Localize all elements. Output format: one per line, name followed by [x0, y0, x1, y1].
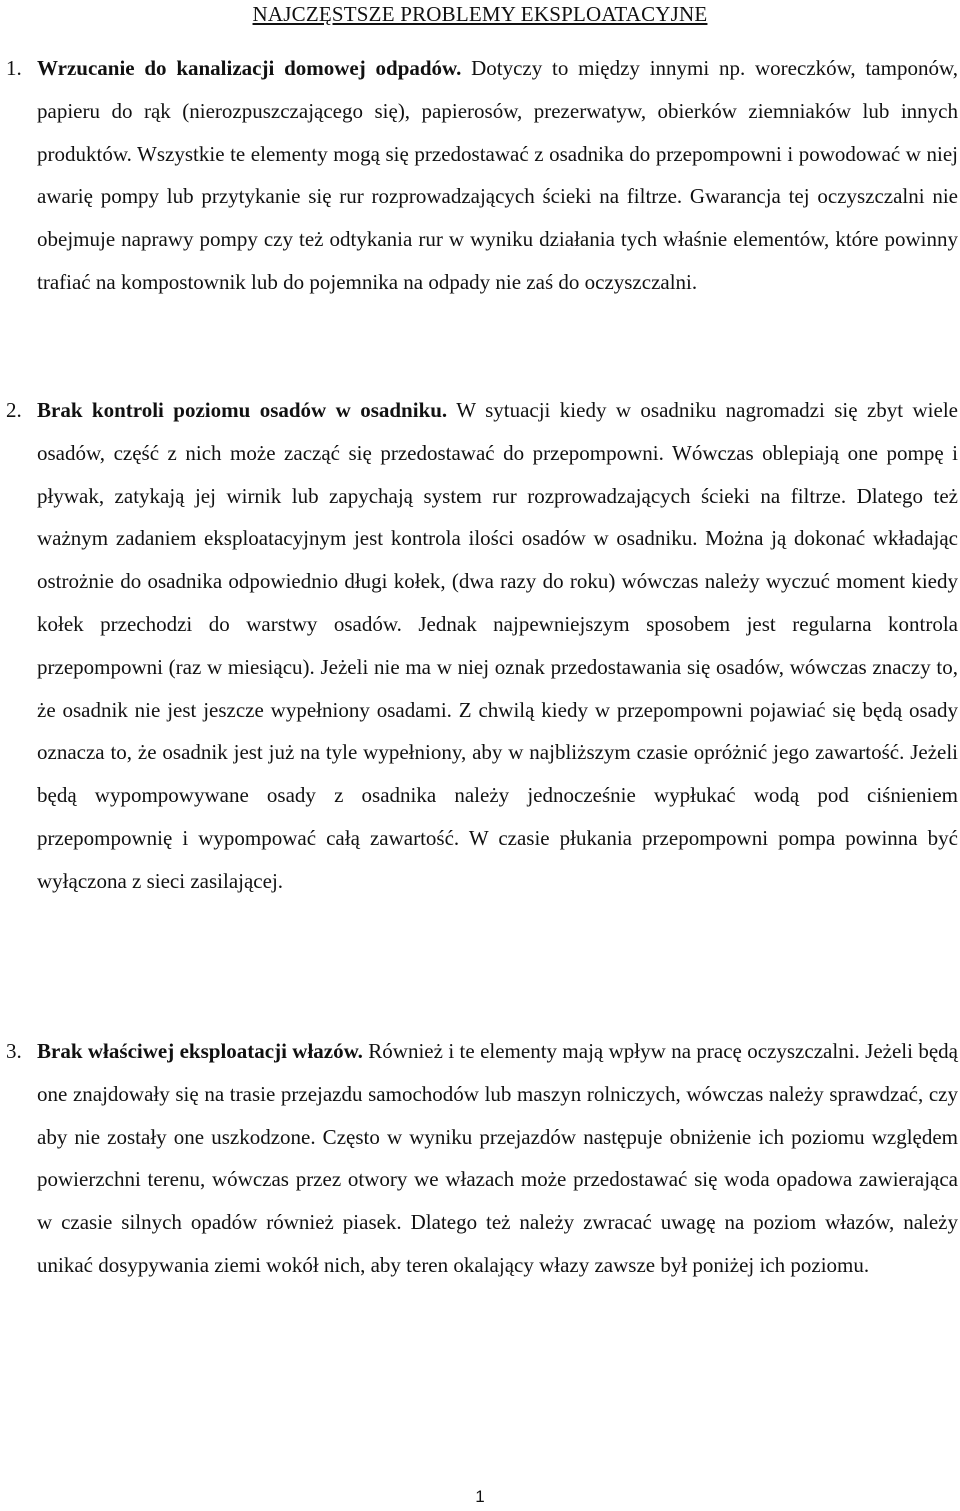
section-text: Dotyczy to między innymi np. woreczków, tamponów, papieru do rąk (nierozpuszczającego się), papierosów, prezerwatyw, obierków ziemniaków lub innych produktów. Wszystkie te elementy mogą się przedostawać z osadnika do przepompowni i powodować w niej awarię pompy lub przytykanie się rur rozprowadzających ścieki na filtrze. Gwarancja tej oczyszczalni nie obejmuje naprawy pompy czy też odtykania rur w wyniku działania tych właśnie elementów, które powinny trafiać na kompostownik lub do pojemnika na odpady nie zaś do oczyszczalni. [37, 56, 959, 294]
section-number: 3. [6, 1039, 22, 1063]
section-number: 1. [6, 56, 22, 80]
page-title: NAJCZĘSTSZE PROBLEMY EKSPLOATACYJNE [252, 2, 708, 26]
section-body [37, 47, 958, 304]
section-text: Również i te elementy mają wpływ na pracę oczyszczalni. Jeżeli będą one znajdowały się na trasie przejazdu samochodów lub maszyn rolniczych, wówczas należy sprawdzać, czy aby nie zostały one uszkodzone. Często w wyniku przejazdów następuje obniżenie ich poziomu względem powierzchni terenu, wówczas przez otwory we włazach może przedostawać się woda opadowa zawierająca w czasie silnych opadów również piasek. Dlatego też należy zwracać uwagę na poziom włazów, należy unikać dosypywania ziemi wokół nich, aby teren okalający włazy zawsze był poniżej ich poziomu. [37, 1039, 958, 1277]
section-body [37, 1030, 958, 1287]
section-number: 2. [6, 398, 22, 422]
section-heading: Brak kontroli poziomu osadów w osadniku. [37, 398, 448, 422]
page-number: 1 [475, 1487, 485, 1506]
section-heading: Brak właściwej eksploatacji włazów. [37, 1039, 363, 1063]
section-text: W sytuacji kiedy w osadniku nagromadzi się zbyt wiele osadów, część z nich może zacząć się przedostawać do przepompowni. Wówczas oblepiają one pompę i pływak, zatykają jej wirnik lub zapychają system rur rozprowadzających ścieki na filtrze. Dlatego też ważnym zadaniem eksploatacyjnym jest kontrola ilości osadów w osadniku. Można ją dokonać wkładając ostrożnie do osadnika odpowiednio długi kołek, (dwa razy do roku) wówczas należy wyczuć moment kiedy kołek przechodzi do warstwy osadów. Jednak najpewniejszym sposobem jest regularna kontrola przepompowni (raz w miesiącu). Jeżeli nie ma w niej oznak przedostawania się osadów, wówczas znaczy to, że osadnik nie jest jeszcze wypełniony osadami. Z chwilą kiedy w przepompowni pojawiać się będą osady oznacza to, że osadnik jest już na tyle wypełniony, aby w najbliższym czasie opróżnić jego zawartość. Jeżeli będą wypompowywane osady z osadnika należy jednocześnie wypłukać wodą pod ciśnieniem przepompownię i wypompować całą zawartość. W czasie płukania przepompowni pompa powinna być wyłączona z sieci zasilającej. [37, 398, 958, 893]
section-heading: Wrzucanie do kanalizacji domowej odpadów. [37, 56, 462, 80]
section-body [37, 389, 958, 903]
